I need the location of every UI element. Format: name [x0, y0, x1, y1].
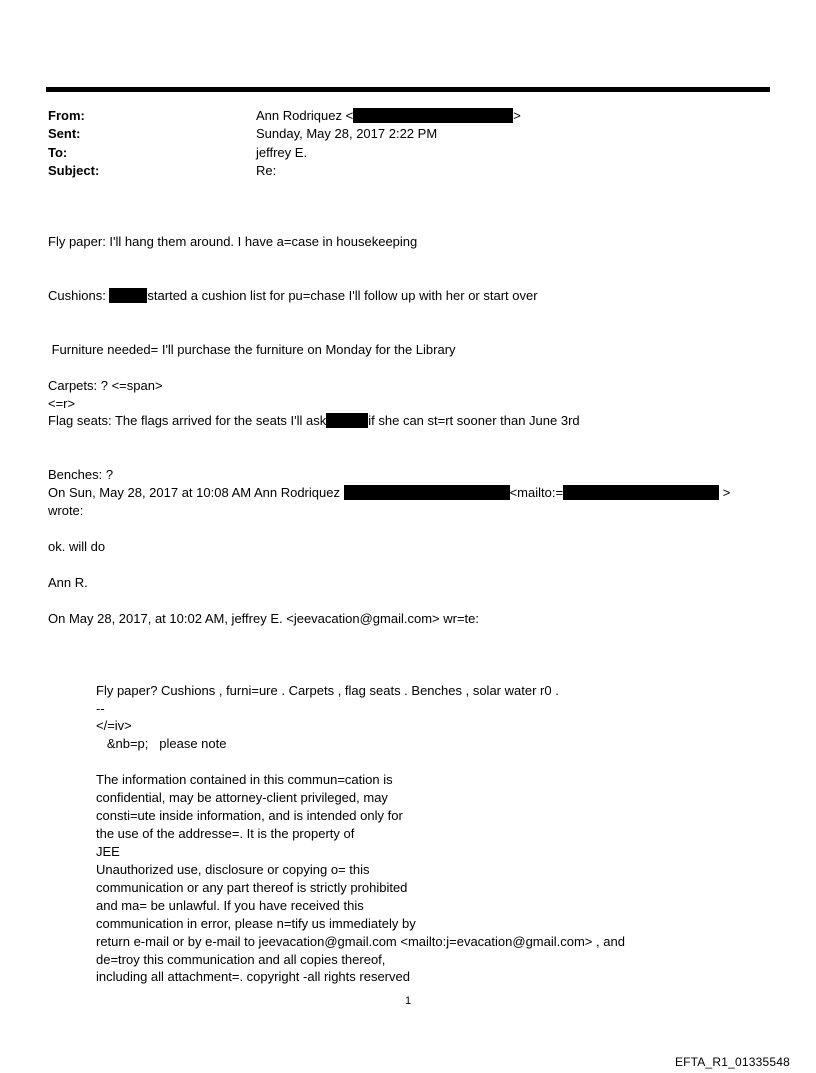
disclaimer-line: consti=ute inside information, and is intended only for: [96, 808, 403, 823]
disclaimer-line: return e-mail or by e-mail to jeevacation@gmail.com <mailto:j=evacation@gmail.com> , and: [96, 934, 625, 949]
header-rule: [46, 87, 770, 92]
disclaimer-line: JEE: [96, 844, 120, 859]
flag-seats-text: Flag seats: The flags arrived for the seats I'll ask: [48, 413, 327, 428]
cushions-line: [48, 287, 538, 305]
sent-value: Sunday, May 28, 2017 2:22 PM: [256, 126, 438, 141]
page-number: 1: [404, 995, 412, 1007]
flag-seats-text-2: if she can st=rt sooner than June 3rd: [368, 413, 580, 428]
from-close: >: [513, 108, 521, 123]
from-label: From:: [48, 108, 85, 123]
cushions-text: started a cushion list for pu=chase I'll follow up with her or start over: [147, 288, 538, 303]
mailto-text: <mailto:=: [509, 485, 564, 500]
to-value: jeffrey E.: [256, 145, 308, 160]
ok-line: ok. will do: [48, 539, 106, 554]
redaction-block: [109, 288, 147, 303]
quoted-line-1: Fly paper? Cushions , furni=ure . Carpets , flag seats . Benches , solar water r0 .: [96, 683, 559, 698]
redaction-block: [353, 108, 513, 123]
benches-line: Benches: ?: [48, 467, 114, 482]
disclaimer-line: The information contained in this commun=cation is: [96, 772, 393, 787]
redaction-block: [563, 485, 719, 500]
on-may-line: On May 28, 2017, at 10:02 AM, jeffrey E. <jeevacation@gmail.com> wr=te:: [48, 611, 479, 626]
disclaimer-line: and ma= be unlawful. If you have received this: [96, 898, 364, 913]
on-sun-line: [48, 484, 730, 502]
disclaimer-line: the use of the addresse=. It is the property of: [96, 826, 355, 841]
r-tag-line: <=r>: [48, 396, 76, 411]
disclaimer-line: confidential, may be attorney-client privileged, may: [96, 790, 388, 805]
flag-seats-line: [48, 412, 580, 430]
subject-label: Subject:: [48, 163, 100, 178]
bates-number: EFTA_R1_01335548: [674, 1055, 790, 1069]
on-sun-text: On Sun, May 28, 2017 at 10:08 AM Ann Rodriquez: [48, 485, 344, 500]
redaction-block: [344, 485, 510, 500]
to-label: To:: [48, 145, 68, 160]
cushions-label: Cushions:: [48, 288, 110, 303]
sent-label: Sent:: [48, 126, 81, 141]
disclaimer-line: communication or any part thereof is strictly prohibited: [96, 880, 408, 895]
signature-line: Ann R.: [48, 575, 88, 590]
fly-paper-line: Fly paper: I'll hang them around. I have a=case in housekeeping: [48, 234, 418, 249]
quoted-line-4: &nb=p; please note: [96, 736, 227, 751]
disclaimer-line: communication in error, please n=tify us immediately by: [96, 916, 416, 931]
from-value: [256, 107, 521, 125]
on-sun-close: >: [719, 485, 731, 500]
carpets-line: Carpets: ? <=span>: [48, 378, 163, 393]
redaction-block: [326, 413, 368, 428]
quoted-line-3: </=iv>: [96, 718, 132, 733]
from-name: Ann Rodriquez <: [256, 108, 354, 123]
disclaimer-line: de=troy this communication and all copies thereof,: [96, 952, 386, 967]
subject-value: Re:: [256, 163, 277, 178]
disclaimer-line: Unauthorized use, disclosure or copying o= this: [96, 862, 370, 877]
wrote-line: wrote:: [48, 503, 84, 518]
quoted-line-2: --: [96, 701, 105, 716]
disclaimer-line: including all attachment=. copyright -all rights reserved: [96, 969, 410, 984]
furniture-line: Furniture needed= I'll purchase the furniture on Monday for the Library: [48, 342, 456, 357]
